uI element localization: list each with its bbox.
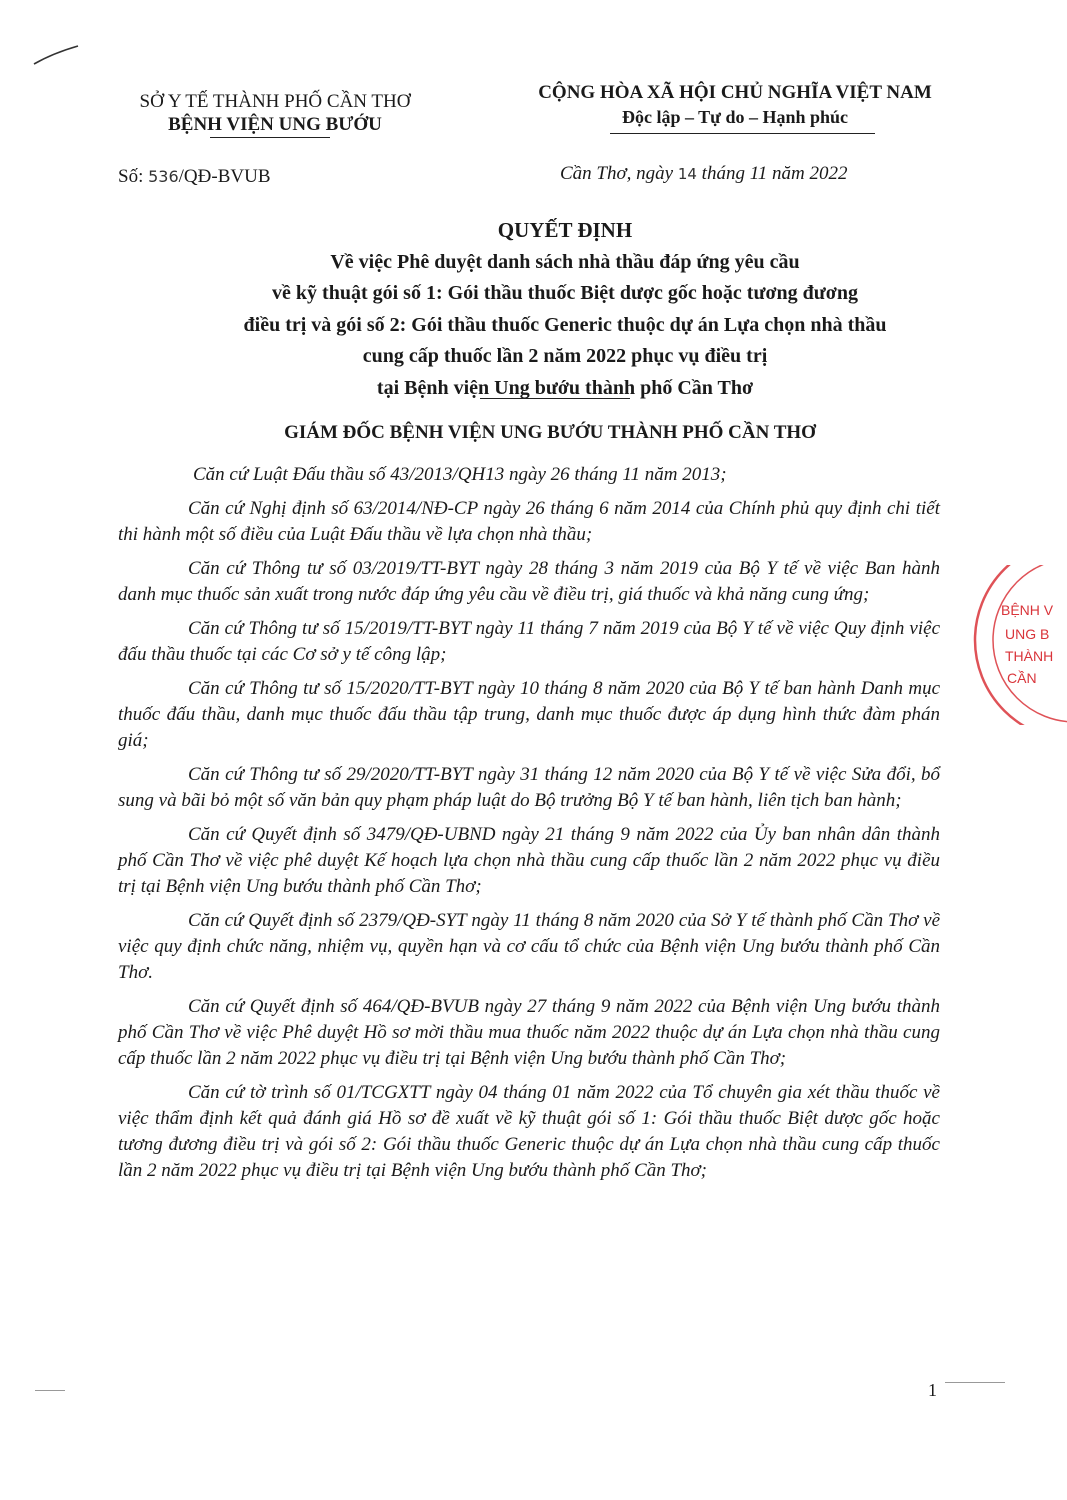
- title-underline: [480, 398, 630, 399]
- paragraph: Căn cứ Luật Đấu thầu số 43/2013/QH13 ngày 26 tháng 11 năm 2013;: [193, 464, 727, 485]
- nation-line-2: Độc lập – Tự do – Hạnh phúc: [621, 107, 849, 127]
- org-underline: [210, 137, 330, 138]
- paragraph: Căn cứ Thông tư số 15/2020/TT-BYT ngày 10 tháng 8 năm 2020 của Bộ Y tế ban hành Danh mục thuốc đấu thầu, danh mục thuốc đấu thầu tập trung, danh mục thuốc được áp dụng hình thức đàm phán giá;: [118, 678, 940, 751]
- reference-suffix: /QĐ-BVUB: [178, 166, 271, 187]
- seal-line-2: UNG B: [1005, 626, 1050, 642]
- paragraph: Căn cứ Thông tư số 29/2020/TT-BYT ngày 31 tháng 12 năm 2020 của Bộ Y tế về việc Sửa đổi, bổ sung và bãi bỏ một số văn bản quy phạm pháp luật do Bộ trưởng Bộ Y tế ban hành, liên tịch ban hành;: [118, 764, 940, 811]
- title-line: về kỹ thuật gói số 1: Gói thầu thuốc Biệt dược gốc hoặc tương đương: [272, 282, 858, 304]
- date-suffix: tháng 11 năm 2022: [696, 163, 848, 184]
- title-line: tại Bệnh viện Ung bướu thành phố Cần Thơ: [376, 376, 754, 399]
- seal-line-1: BỆNH V: [1001, 602, 1054, 618]
- scan-artifact: [945, 1382, 1005, 1383]
- director-heading: GIÁM ĐỐC BỆNH VIỆN UNG BƯỚU THÀNH PHỐ CẦN THƠ: [284, 422, 816, 443]
- paragraph: Căn cứ Thông tư số 03/2019/TT-BYT ngày 28 tháng 3 năm 2019 của Bộ Y tế về việc Ban hành danh mục thuốc sản xuất trong nước đáp ứng yêu cầu về điều trị, giá thuốc và khả năng cung ứng;: [118, 558, 940, 605]
- date-prefix: Cần Thơ, ngày: [560, 163, 678, 184]
- paragraph: Căn cứ Quyết định số 2379/QĐ-SYT ngày 11 tháng 8 năm 2020 của Sở Y tế thành phố Cần Thơ về việc quy định chức năng, nhiệm vụ, quyền hạn và cơ cấu tổ chức của Bệnh viện Ung bướu thành phố Cần Thơ.: [118, 910, 940, 983]
- issuing-organization: [105, 90, 445, 136]
- reference-number: 536: [148, 167, 179, 186]
- pen-mark: [30, 40, 90, 70]
- seal-line-3: THÀNH: [1005, 648, 1054, 664]
- official-seal: [965, 565, 1067, 725]
- document-reference: [118, 166, 271, 188]
- paragraph: Căn cứ tờ trình số 01/TCGXTT ngày 04 tháng 01 năm 2022 của Tổ chuyên gia xét thầu thuốc về việc thẩm định kết quả đánh giá Hồ sơ đề xuất về kỹ thuật gói số 1: Gói thầu thuốc Biệt dược gốc hoặc tương đương điều trị và gói số 2: Gói thầu thuốc Generic thuộc dự án Lựa chọn nhà thầu cung cấp thuốc lần 2 năm 2022 phục vụ điều trị tại Bệnh viện Ung bướu thành phố Cần Thơ;: [118, 1082, 940, 1181]
- paragraph: Căn cứ Quyết định số 464/QĐ-BVUB ngày 27 tháng 9 năm 2022 của Bệnh viện Ung bướu thành phố Cần Thơ về việc Phê duyệt Hồ sơ mời thầu mua thuốc năm 2022 thuộc dự án Lựa chọn nhà thầu cung cấp thuốc lần 2 năm 2022 phục vụ điều trị tại Bệnh viện Ung bướu thành phố Cần Thơ;: [118, 996, 940, 1069]
- nation-line-1: CỘNG HÒA XÃ HỘI CHỦ NGHĨA VIỆT NAM: [538, 82, 932, 103]
- paragraph: Căn cứ Thông tư số 15/2019/TT-BYT ngày 11 tháng 7 năm 2019 của Bộ Y tế về việc Quy định việc đấu thầu thuốc tại các Cơ sở y tế công lập;: [118, 618, 940, 665]
- motto-underline: [610, 133, 875, 134]
- paragraph: Căn cứ Nghị định số 63/2014/NĐ-CP ngày 26 tháng 6 năm 2014 của Chính phủ quy định chi tiết thi hành một số điều của Luật Đấu thầu về lựa chọn nhà thầu;: [118, 498, 940, 545]
- page-number: 1: [928, 1380, 937, 1400]
- decision-title: [180, 215, 950, 404]
- legal-basis: [118, 462, 940, 1192]
- title-line: cung cấp thuốc lần 2 năm 2022 phục vụ điều trị: [362, 345, 768, 367]
- reference-prefix: Số:: [118, 166, 149, 187]
- org-line-2: BỆNH VIỆN UNG BƯỚU: [168, 114, 382, 135]
- document-date: [560, 163, 848, 185]
- scan-artifact: [35, 1390, 65, 1391]
- title-line: điều trị và gói số 2: Gói thầu thuốc Generic thuộc dự án Lựa chọn nhà thầu: [243, 313, 887, 336]
- paragraph: Căn cứ Quyết định số 3479/QĐ-UBND ngày 21 tháng 9 năm 2022 của Ủy ban nhân dân thành phố Cần Thơ về việc phê duyệt Kế hoạch lựa chọn nhà thầu cung cấp thuốc lần 2 năm 2022 phục vụ điều trị tại Bệnh viện Ung bướu thành phố Cần Thơ;: [118, 824, 940, 897]
- seal-line-4: CẦN: [1007, 670, 1037, 686]
- national-motto: [500, 80, 970, 130]
- date-day: 14: [677, 165, 697, 183]
- org-line-1: SỞ Y TẾ THÀNH PHỐ CẦN THƠ: [139, 91, 411, 112]
- title-heading: QUYẾT ĐỊNH: [497, 218, 633, 242]
- title-line: Về việc Phê duyệt danh sách nhà thầu đáp ứng yêu cầu: [330, 250, 800, 273]
